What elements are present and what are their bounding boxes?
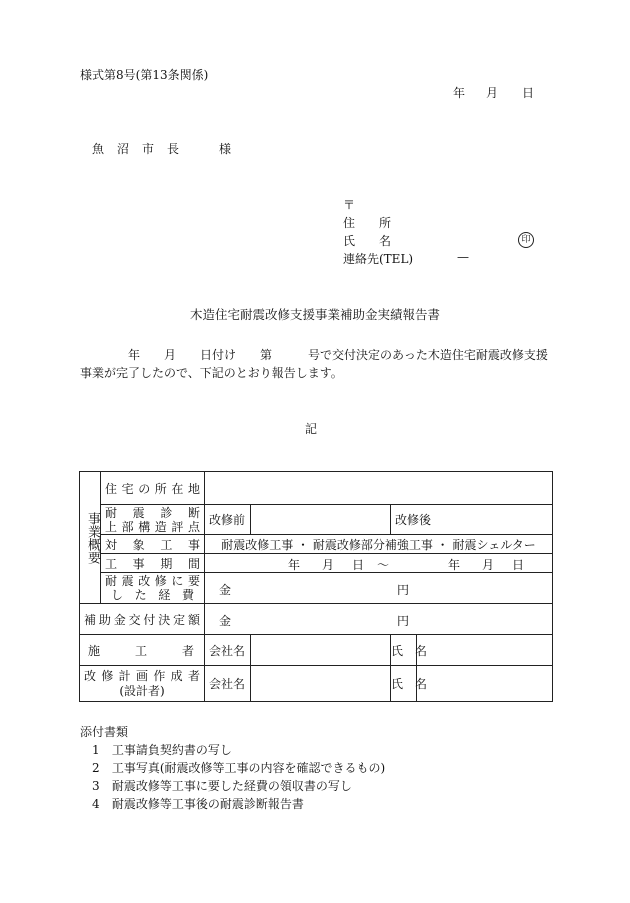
body-line-1: 年 月 日付け 第 号で交付決定のあった木造住宅耐震改修支援 [80,348,548,362]
honorific: 様 [219,142,232,156]
attachment-item: 4 耐震改修等工事後の耐震診断報告書 [92,797,304,811]
target-work-options[interactable]: 耐震改修工事 ・ 耐震改修部分補強工事 ・ 耐震シェルター [205,535,553,554]
ki-heading: 記 [305,422,318,436]
period-start-month: 月 [322,558,335,572]
date-month: 月 [486,86,499,100]
period-start-day: 日 [352,558,365,572]
body-line-2: 事業が完了したので、下記のとおり報告します。 [80,366,343,380]
grant-amount-value[interactable] [205,604,553,635]
period-tilde: 〜 [377,558,390,572]
seal-mark: 印 [518,232,534,248]
planner-name-label: 氏 名 [391,666,417,702]
cost-yen: 円 [397,583,410,597]
builder-name-value[interactable] [417,635,553,666]
cost-label: 耐震改修に要 した経費 [101,573,205,604]
date-year: 年 [453,86,466,100]
grant-amount-label: 補助金交付決定額 [80,604,205,635]
date-day: 日 [522,86,535,100]
seismic-score-label: 耐震診断 上部構造評点 [101,505,205,535]
builder-name-label: 氏 名 [391,635,417,666]
attachment-item: 2 工事写真(耐震改修等工事の内容を確認できるもの) [92,761,386,775]
attachment-item: 3 耐震改修等工事に要した経費の領収書の写し [92,779,352,793]
postal-mark: 〒 [343,198,356,212]
planner-company-value[interactable] [251,666,391,702]
period-end-day: 日 [512,558,525,572]
attachments-title: 添付書類 [80,725,129,739]
work-period-label: 工事期間 [101,554,205,573]
period-end-year: 年 [448,558,461,572]
attachment-item: 1 工事請負契約書の写し [92,743,232,757]
name-label: 氏 名 [343,234,392,248]
builder-company-label: 会社名 [205,635,251,666]
builder-company-value[interactable] [251,635,391,666]
cost-value[interactable] [205,573,553,604]
work-period-value[interactable] [205,554,553,573]
address-label: 住 所 [343,216,392,230]
grant-yen: 円 [397,614,410,628]
before-label: 改修前 [205,505,251,535]
target-work-label: 対象工事 [101,535,205,554]
addressee: 魚沼市長 [92,142,193,156]
before-value[interactable] [251,505,391,535]
contact-label: 連絡先(TEL) [343,252,414,266]
period-start-year: 年 [288,558,301,572]
location-label: 住宅の所在地 [101,472,205,505]
contact-dash: — [457,250,469,264]
form-number: 様式第8号(第13条関係) [80,68,209,82]
builder-label: 施工者 [80,635,205,666]
planner-company-label: 会社名 [205,666,251,702]
period-end-month: 月 [482,558,495,572]
cost-kin: 金 [219,583,232,597]
project-overview-label: 事業概要 [80,472,101,604]
after-label: 改修後 [391,505,553,535]
grant-kin: 金 [219,614,232,628]
planner-label: 改修計画作成者 (設計者) [80,666,205,702]
planner-name-value[interactable] [417,666,553,702]
document-title: 木造住宅耐震改修支援事業補助金実績報告書 [189,307,440,322]
location-value[interactable] [205,472,553,505]
report-table [79,471,553,702]
